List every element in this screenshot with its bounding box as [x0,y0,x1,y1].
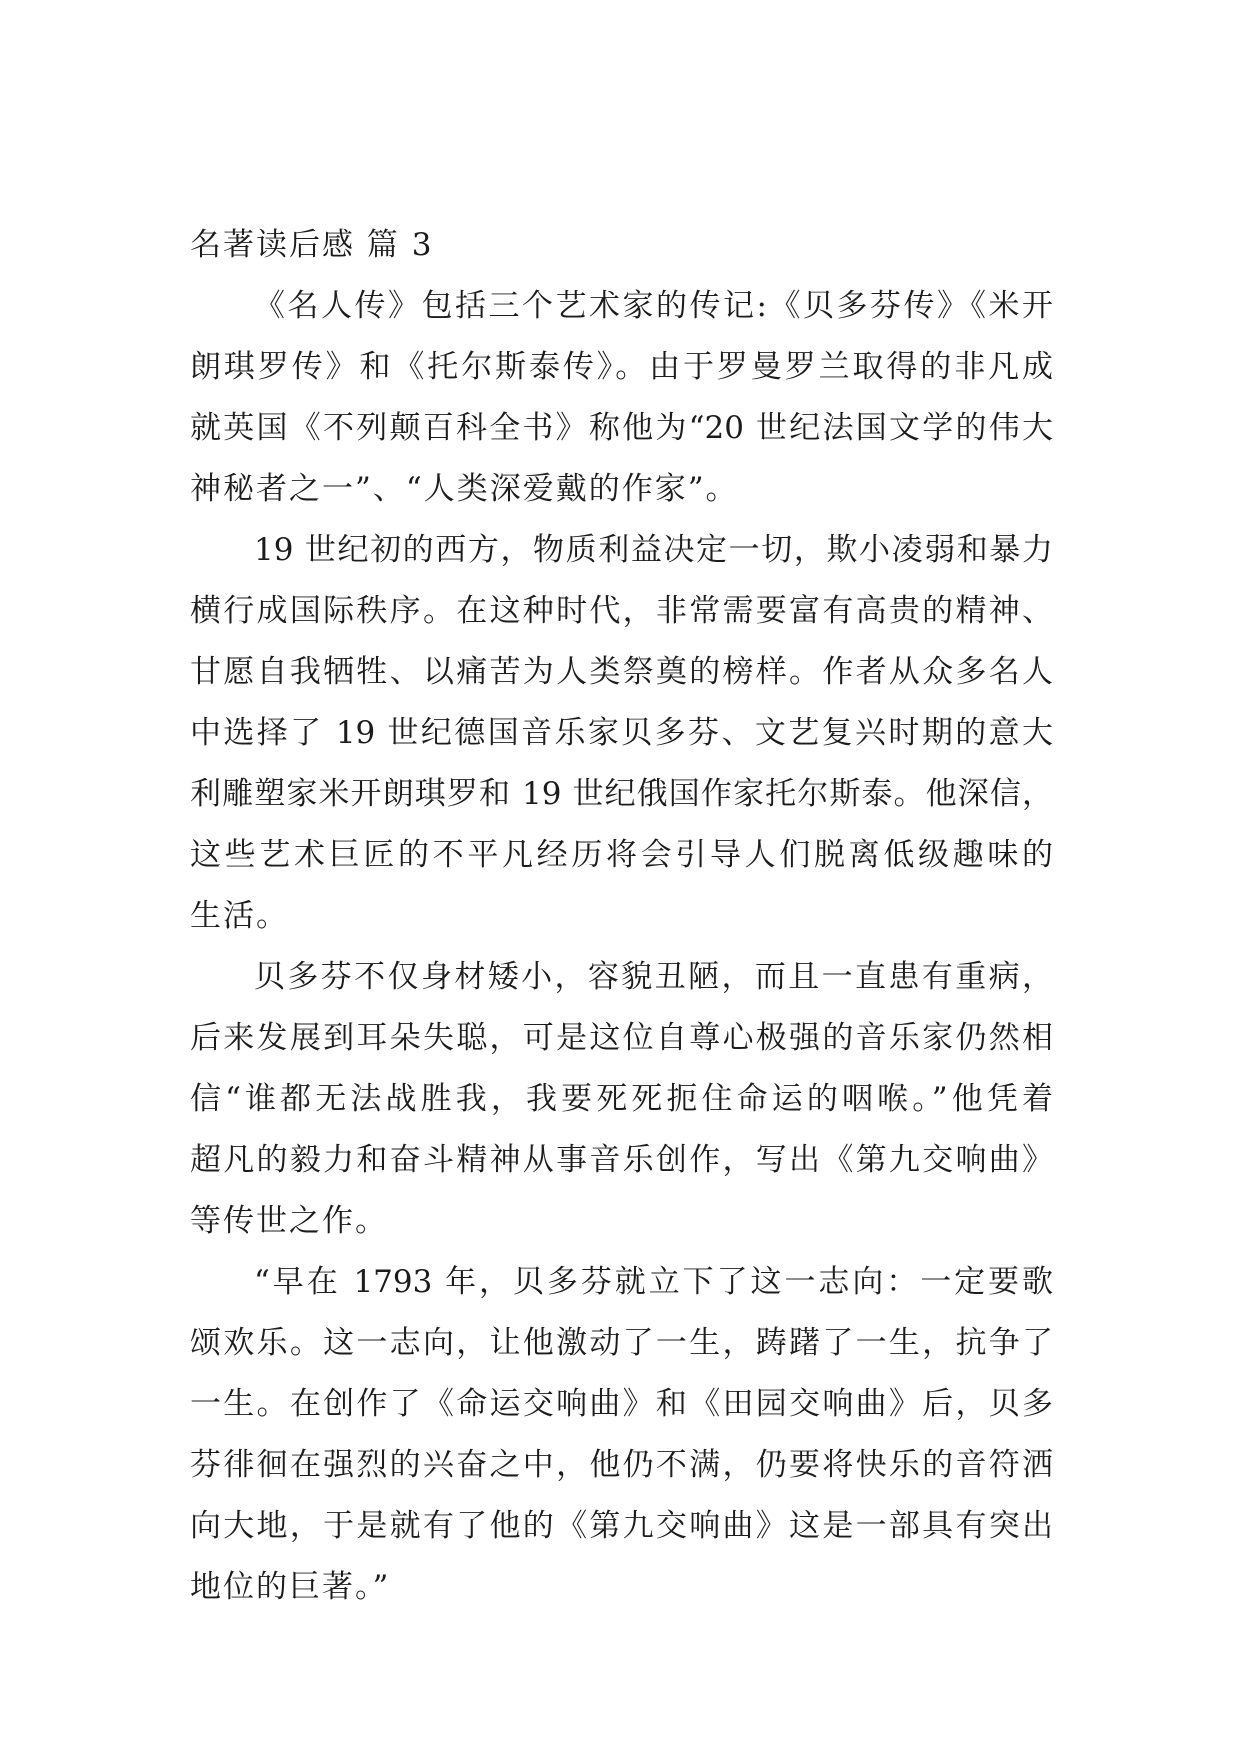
paragraph-line: 生活。 [190,898,289,934]
paragraph-line: 这些艺术巨匠的不平凡经历将会引导人们脱离低级趣味的 [190,837,1053,873]
paragraph-line: 信“谁都无法战胜我，我要死死扼住命运的咽喉。”他凭着 [190,1081,1053,1117]
paragraph-line: 芬徘徊在强烈的兴奋之中，他仍不满，仍要将快乐的音符洒 [190,1447,1053,1483]
paragraph-line: 地位的巨著。” [190,1569,391,1605]
document-title: 名著读后感 篇 3 [190,227,434,263]
paragraph-line: 利雕塑家米开朗琪罗和 19 世纪俄国作家托尔斯泰。他深信， [190,776,1053,812]
paragraph-line: 就英国《不列颠百科全书》称他为“20 世纪法国文学的伟大 [190,410,1053,446]
document-page [190,215,1053,1618]
paragraph-1 [190,276,1053,520]
paragraph-line: 19 世纪初的西方，物质利益决定一切，欺小凌弱和暴力 [254,532,1053,568]
paragraph-2 [190,520,1053,947]
paragraph-line: 《名人传》包括三个艺术家的传记:《贝多芬传》《米开 [254,288,1053,324]
paragraph-line: 甘愿自我牺牲、以痛苦为人类祭奠的榜样。作者从众多名人 [190,654,1053,690]
paragraph-line: 超凡的毅力和奋斗精神从事音乐创作，写出《第九交响曲》 [190,1142,1053,1178]
paragraph-4 [190,1252,1053,1618]
paragraph-line: 中选择了 19 世纪德国音乐家贝多芬、文艺复兴时期的意大 [190,715,1053,751]
paragraph-line: 后来发展到耳朵失聪，可是这位自尊心极强的音乐家仍然相 [190,1020,1053,1056]
paragraph-line: 颂欢乐。这一志向，让他激动了一生，踌躇了一生，抗争了 [190,1325,1053,1361]
paragraph-3 [190,947,1053,1252]
paragraph-line: 神秘者之一”、“人类深爱戴的作家”。 [190,471,739,507]
paragraph-line: 贝多芬不仅身材矮小，容貌丑陋，而且一直患有重病， [254,959,1053,995]
paragraph-line: 朗琪罗传》和《托尔斯泰传》。由于罗曼罗兰取得的非凡成 [190,349,1053,385]
paragraph-line: “早在 1793 年，贝多芬就立下了这一志向：一定要歌 [254,1264,1053,1300]
paragraph-line: 向大地，于是就有了他的《第九交响曲》这是一部具有突出 [190,1508,1053,1544]
paragraph-line: 横行成国际秩序。在这种时代，非常需要富有高贵的精神、 [190,593,1053,629]
paragraph-line: 等传世之作。 [190,1203,388,1239]
paragraph-line: 一生。在创作了《命运交响曲》和《田园交响曲》后，贝多 [190,1386,1053,1422]
